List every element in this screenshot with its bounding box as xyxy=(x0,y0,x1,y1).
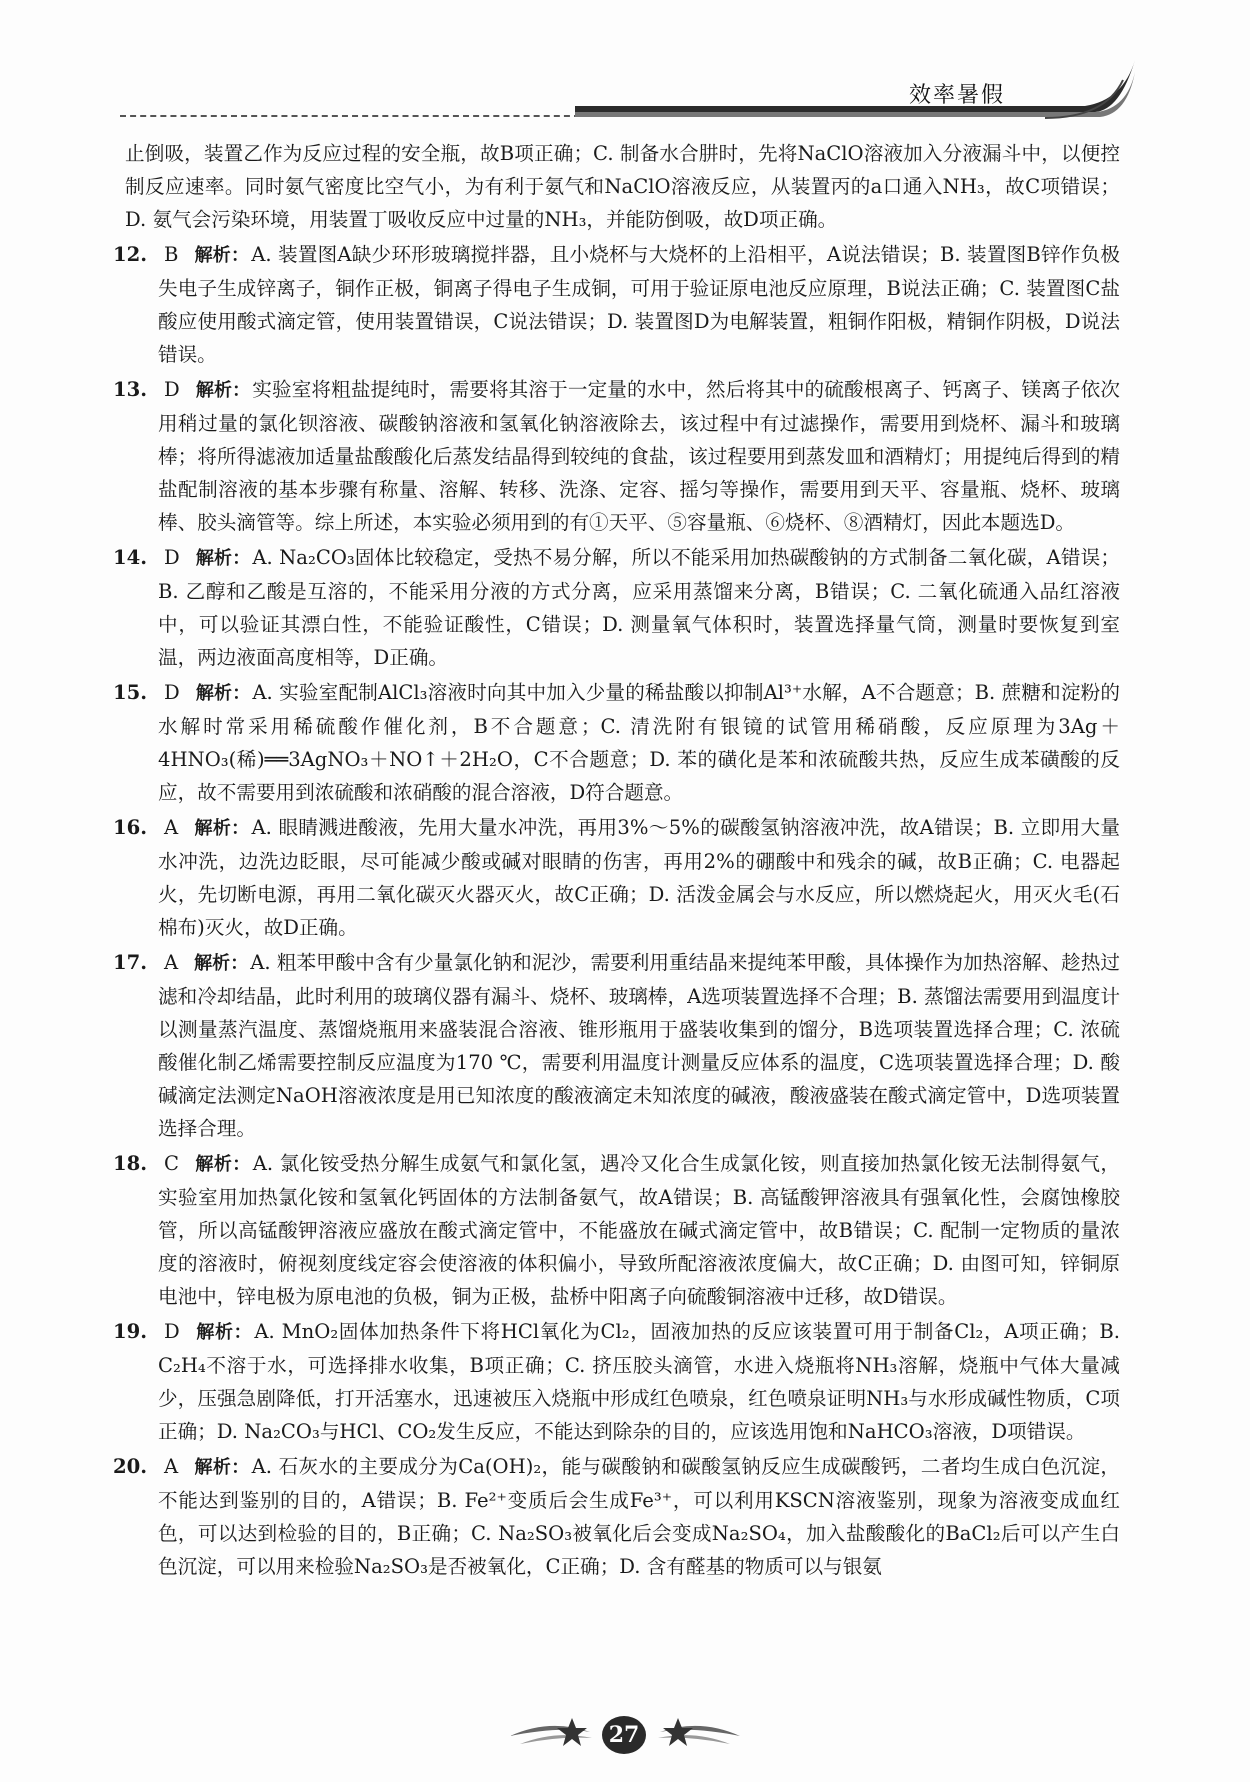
item-explanation: A. 实验室配制AlCl₃溶液时向其中加入少量的稀盐酸以抑制Al³⁺水解，A不合题意；B. 蔗糖和淀粉的水解时常采用稀硫酸作催化剂，B不合题意；C. 清洗附有银镜的试管用稀硝酸，反应原理为3Ag＋4HNO₃(稀)══3AgNO₃＋NO↑＋2H₂O，C不合题意；D. 苯的磺化是苯和浓硫酸共热，反应生成苯磺酸的反应，故不需要用到浓硫酸和浓硝酸的混合溶液，D符合题意。 xyxy=(158,681,1120,804)
item-answer: A xyxy=(164,951,179,974)
answer-item-16 xyxy=(113,811,1121,944)
item-answer: D xyxy=(164,378,180,401)
continued-paragraph: 止倒吸，装置乙作为反应过程的安全瓶，故B项正确；C. 制备水合肼时，先将NaClO溶液加入分液漏斗中，以便控制反应速率。同时氨气密度比空气小，为有利于氨气和NaClO溶液反应，从装置丙的a口通入NH₃，故C项错误；D. 氨气会污染环境，用装置丁吸收反应中过量的NH₃，并能防倒吸，故D项正确。 xyxy=(125,142,1120,231)
header-swoosh-decoration xyxy=(575,60,1135,124)
item-answer: A xyxy=(164,1455,179,1478)
answer-item-12 xyxy=(113,238,1120,371)
page-number: 27 xyxy=(602,1716,646,1754)
item-answer: D xyxy=(164,546,180,569)
item-explanation: 实验室将粗盐提纯时，需要将其溶于一定量的水中，然后将其中的硫酸根离子、钙离子、镁离子依次用稍过量的氯化钡溶液、碳酸钠溶液和氢氧化钠溶液除去，该过程中有过滤操作，需要用到烧杯、漏斗和玻璃棒；将所得滤液加适量盐酸酸化后蒸发结晶得到较纯的食盐，该过程要用到蒸发皿和酒精灯；用提纯后得到的精盐配制溶液的基本步骤有称量、溶解、转移、洗涤、定容、摇匀等操作，需要用到天平、容量瓶、烧杯、玻璃棒、胶头滴管等。综上所述，本实验必须用到的有①天平、⑤容量瓶、⑥烧杯、⑧酒精灯，因此本题选D。 xyxy=(158,378,1121,534)
item-number: 14. xyxy=(113,546,148,569)
item-explanation: A. 眼睛溅进酸液，先用大量水冲洗，再用3%～5%的碳酸氢钠溶液冲洗，故A错误；B. 立即用大量水冲洗，边洗边眨眼，尽可能减少酸或碱对眼睛的伤害，再用2%的硼酸中和残余的碱，故B正确；C. 电器起火，先切断电源，再用二氧化碳灭火器灭火，故C正确；D. 活泼金属会与水反应，所以燃烧起火，用灭火毛(石棉布)灭火，故D正确。 xyxy=(158,816,1121,939)
analysis-label: 解析： xyxy=(195,1322,253,1343)
item-answer: C xyxy=(164,1152,179,1175)
analysis-label: 解析： xyxy=(194,245,250,266)
header-dashed-rule xyxy=(120,115,580,117)
item-number: 16. xyxy=(113,816,148,839)
item-explanation: A. 石灰水的主要成分为Ca(OH)₂，能与碳酸钠和碳酸氢钠反应生成碳酸钙，二者均生成白色沉淀，不能达到鉴别的目的，A错误；B. Fe²⁺变质后会生成Fe³⁺，可以利用KSCN溶液鉴别，现象为溶液变成血红色，可以达到检验的目的，B正确；C. Na₂SO₃被氧化后会变成Na₂SO₄，加入盐酸酸化的BaCl₂后可以产生白色沉淀，可以用来检验Na₂SO₃是否被氧化，C正确；D. 含有醛基的物质可以与银氨 xyxy=(158,1455,1121,1578)
item-number: 18. xyxy=(113,1152,148,1175)
page-footer xyxy=(0,1708,1250,1768)
item-explanation: A. 氯化铵受热分解生成氨气和氯化氢，遇冷又化合生成氯化铵，则直接加热氯化铵无法制得氨气，实验室用加热氯化铵和氢氧化钙固体的方法制备氨气，故A错误；B. 高锰酸钾溶液具有强氧化性，会腐蚀橡胶管，所以高锰酸钾溶液应盛放在酸式滴定管中，不能盛放在碱式滴定管中，故B错误；C. 配制一定物质的量浓度的溶液时，俯视刻度线定容会使溶液的体积偏小，导致所配溶液浓度偏大，故C正确；D. 由图可知，锌铜原电池中，锌电极为原电池的负极，铜为正极，盐桥中阳离子向硫酸铜溶液中迁移，故D错误。 xyxy=(158,1152,1121,1308)
answer-item-17 xyxy=(113,946,1120,1145)
item-answer: D xyxy=(164,681,180,704)
item-number: 20. xyxy=(113,1455,148,1478)
answer-item-19 xyxy=(113,1315,1120,1448)
analysis-label: 解析： xyxy=(194,953,249,974)
header-title: 效率暑假 xyxy=(908,83,1005,108)
analysis-label: 解析： xyxy=(195,548,251,569)
item-number: 19. xyxy=(113,1320,148,1343)
item-explanation: A. 粗苯甲酸中含有少量氯化钠和泥沙，需要利用重结晶来提纯苯甲酸，具体操作为加热溶解、趁热过滤和冷却结晶，此时利用的玻璃仪器有漏斗、烧杯、玻璃棒，A选项装置选择不合理；B. 蒸馏法需要用到温度计以测量蒸汽温度、蒸馏烧瓶用来盛装混合溶液、锥形瓶用于盛装收集到的馏分，B选项装置选择合理；C. 浓硫酸催化制乙烯需要控制反应温度为170 ℃，需要利用温度计测量反应体系的温度，C选项装置选择合理；D. 酸碱滴定法测定NaOH溶液浓度是用已知浓度的酸液滴定未知浓度的碱液，酸液盛装在酸式滴定管中，D选项装置选择合理。 xyxy=(158,951,1120,1140)
answer-item-14 xyxy=(113,541,1120,674)
item-number: 15. xyxy=(113,681,148,704)
answer-item-13 xyxy=(113,373,1121,539)
item-number: 17. xyxy=(113,951,148,974)
item-answer: B xyxy=(164,243,179,266)
answer-content xyxy=(113,137,1121,1585)
item-explanation: A. Na₂CO₃固体比较稳定，受热不易分解，所以不能采用加热碳酸钠的方式制备二氧化碳，A错误；B. 乙醇和乙酸是互溶的，不能采用分液的方式分离，应采用蒸馏来分离，B错误；C. 二氧化硫通入品红溶液中，可以验证其漂白性，不能验证酸性，C错误；D. 测量氧气体积时，装置选择量气筒，测量时要恢复到室温，两边液面高度相等，D正确。 xyxy=(158,546,1120,669)
answer-item-18 xyxy=(113,1147,1121,1313)
answer-item-20 xyxy=(113,1450,1121,1583)
page-header xyxy=(120,60,1120,120)
item-number: 12. xyxy=(113,243,148,266)
item-number: 13. xyxy=(113,378,148,401)
item-answer: A xyxy=(164,816,179,839)
analysis-label: 解析： xyxy=(195,380,251,401)
analysis-label: 解析： xyxy=(195,683,251,704)
item-explanation: A. 装置图A缺少环形玻璃搅拌器，且小烧杯与大烧杯的上沿相平，A说法错误；B. 装置图B锌作负极失电子生成锌离子，铜作正极，铜离子得电子生成铜，可用于验证原电池反应原理，B说法正确；C. 装置图C盐酸应使用酸式滴定管，使用装置错误，C说法错误；D. 装置图D为电解装置，粗铜作阳极，精铜作阴极，D说法错误。 xyxy=(158,243,1120,366)
answer-item-15 xyxy=(113,676,1120,809)
analysis-label: 解析： xyxy=(194,818,250,839)
item-answer: D xyxy=(164,1320,180,1343)
item-explanation: A. MnO₂固体加热条件下将HCl氧化为Cl₂，固液加热的反应该装置可用于制备Cl₂，A项正确；B. C₂H₄不溶于水，可选择排水收集，B项正确；C. 挤压胶头滴管，水进入烧瓶将NH₃溶解，烧瓶中气体大量减少，压强急剧降低，打开活塞水，迅速被压入烧瓶中形成红色喷泉，红色喷泉证明NH₃与水形成碱性物质，C项正确；D. Na₂CO₃与HCl、CO₂发生反应，不能达到除杂的目的，应该选用饱和NaHCO₃溶液，D项错误。 xyxy=(158,1320,1120,1443)
analysis-label: 解析： xyxy=(194,1457,250,1478)
analysis-label: 解析： xyxy=(195,1154,251,1175)
